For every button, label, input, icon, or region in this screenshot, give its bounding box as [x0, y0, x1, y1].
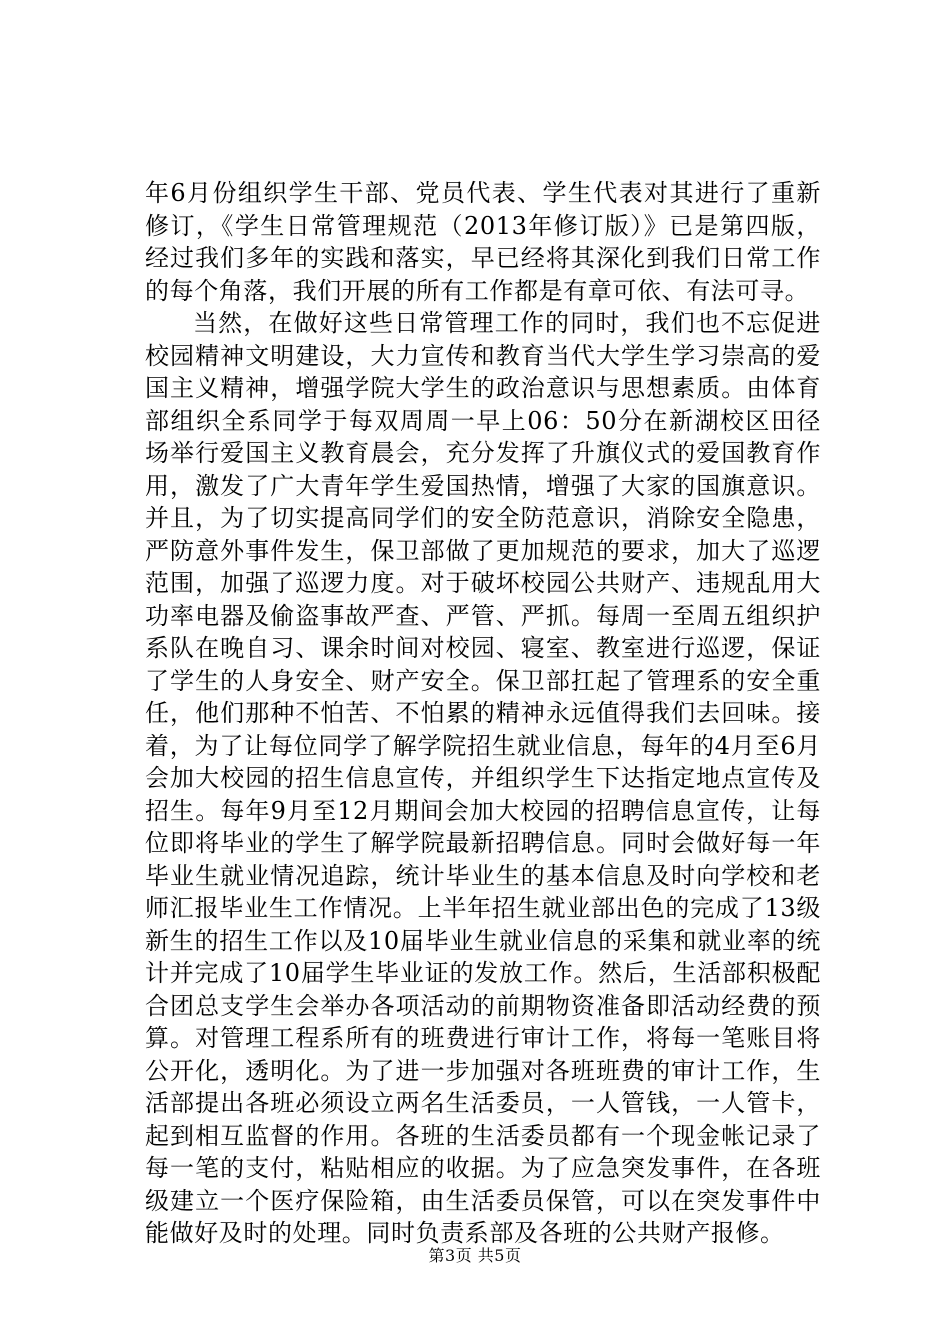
- paragraph-main: 当然，在做好这些日常管理工作的同时，我们也不忘促进校园精神文明建设，大力宣传和教育当代大学生学习崇高的爱国主义精神，增强学院大学生的政治意识与思想素质。由体育部组织全系同学于每双周周一早上06：50分在新湖校区田径场举行爱国主义教育晨会，充分发挥了升旗仪式的爱国教育作用，激发了广大青年学生爱国热情，增强了大家的国旗意识。并且，为了切实提高同学们的安全防范意识，消除安全隐患，严防意外事件发生，保卫部做了更加规范的要求，加大了巡逻范围，加强了巡逻力度。对于破坏校园公共财产、违规乱用大功率电器及偷盗事故严查、严管、严抓。每周一至周五组织护系队在晚自习、课余时间对校园、寝室、教室进行巡逻，保证了学生的人身安全、财产安全。保卫部扛起了管理系的安全重任，他们那种不怕苦、不怕累的精神永远值得我们去回味。接着，为了让每位同学了解学院招生就业信息，每年的4月至6月会加大校园的招生信息宣传，并组织学生下达指定地点宣传及招生。每年9月至12月期间会加大校园的招聘信息宣传，让每位即将毕业的学生了解学院最新招聘信息。同时会做好每一年毕业生就业情况追踪，统计毕业生的基本信息及时向学校和老师汇报毕业生工作情况。上半年招生就业部出色的完成了13级新生的招生工作以及10届毕业生就业信息的采集和就业率的统计并完成了10届学生毕业证的发放工作。然后，生活部积极配合团总支学生会举办各项活动的前期物资准备即活动经费的预算。对管理工程系所有的班费进行审计工作，将每一笔账目将公开化，透明化。为了进一步加强对各班班费的审计工作，生活部提出各班必须设立两名生活委员，一人管钱，一人管卡，起到相互监督的作用。各班的生活委员都有一个现金帐记录了每一笔的支付，粘贴相应的收据。为了应急突发事件，在各班级建立一个医疗保险箱，由生活委员保管，可以在突发事件中能做好及时的处理。同时负责系部及各班的公共财产报修。: [145, 309, 821, 1247]
- paragraph-continuation: 年6月份组织学生干部、党员代表、学生代表对其进行了重新修订，《学生日常管理规范（2013年修订版）》已是第四版，经过我们多年的实践和落实，早已经将其深化到我们日常工作的每个角落，我们开展的所有工作都是有章可依、有法可寻。: [145, 179, 821, 305]
- page-number: 第3页 共5页: [428, 1246, 522, 1265]
- page-footer: [0, 1246, 950, 1266]
- document-body: [145, 177, 821, 1250]
